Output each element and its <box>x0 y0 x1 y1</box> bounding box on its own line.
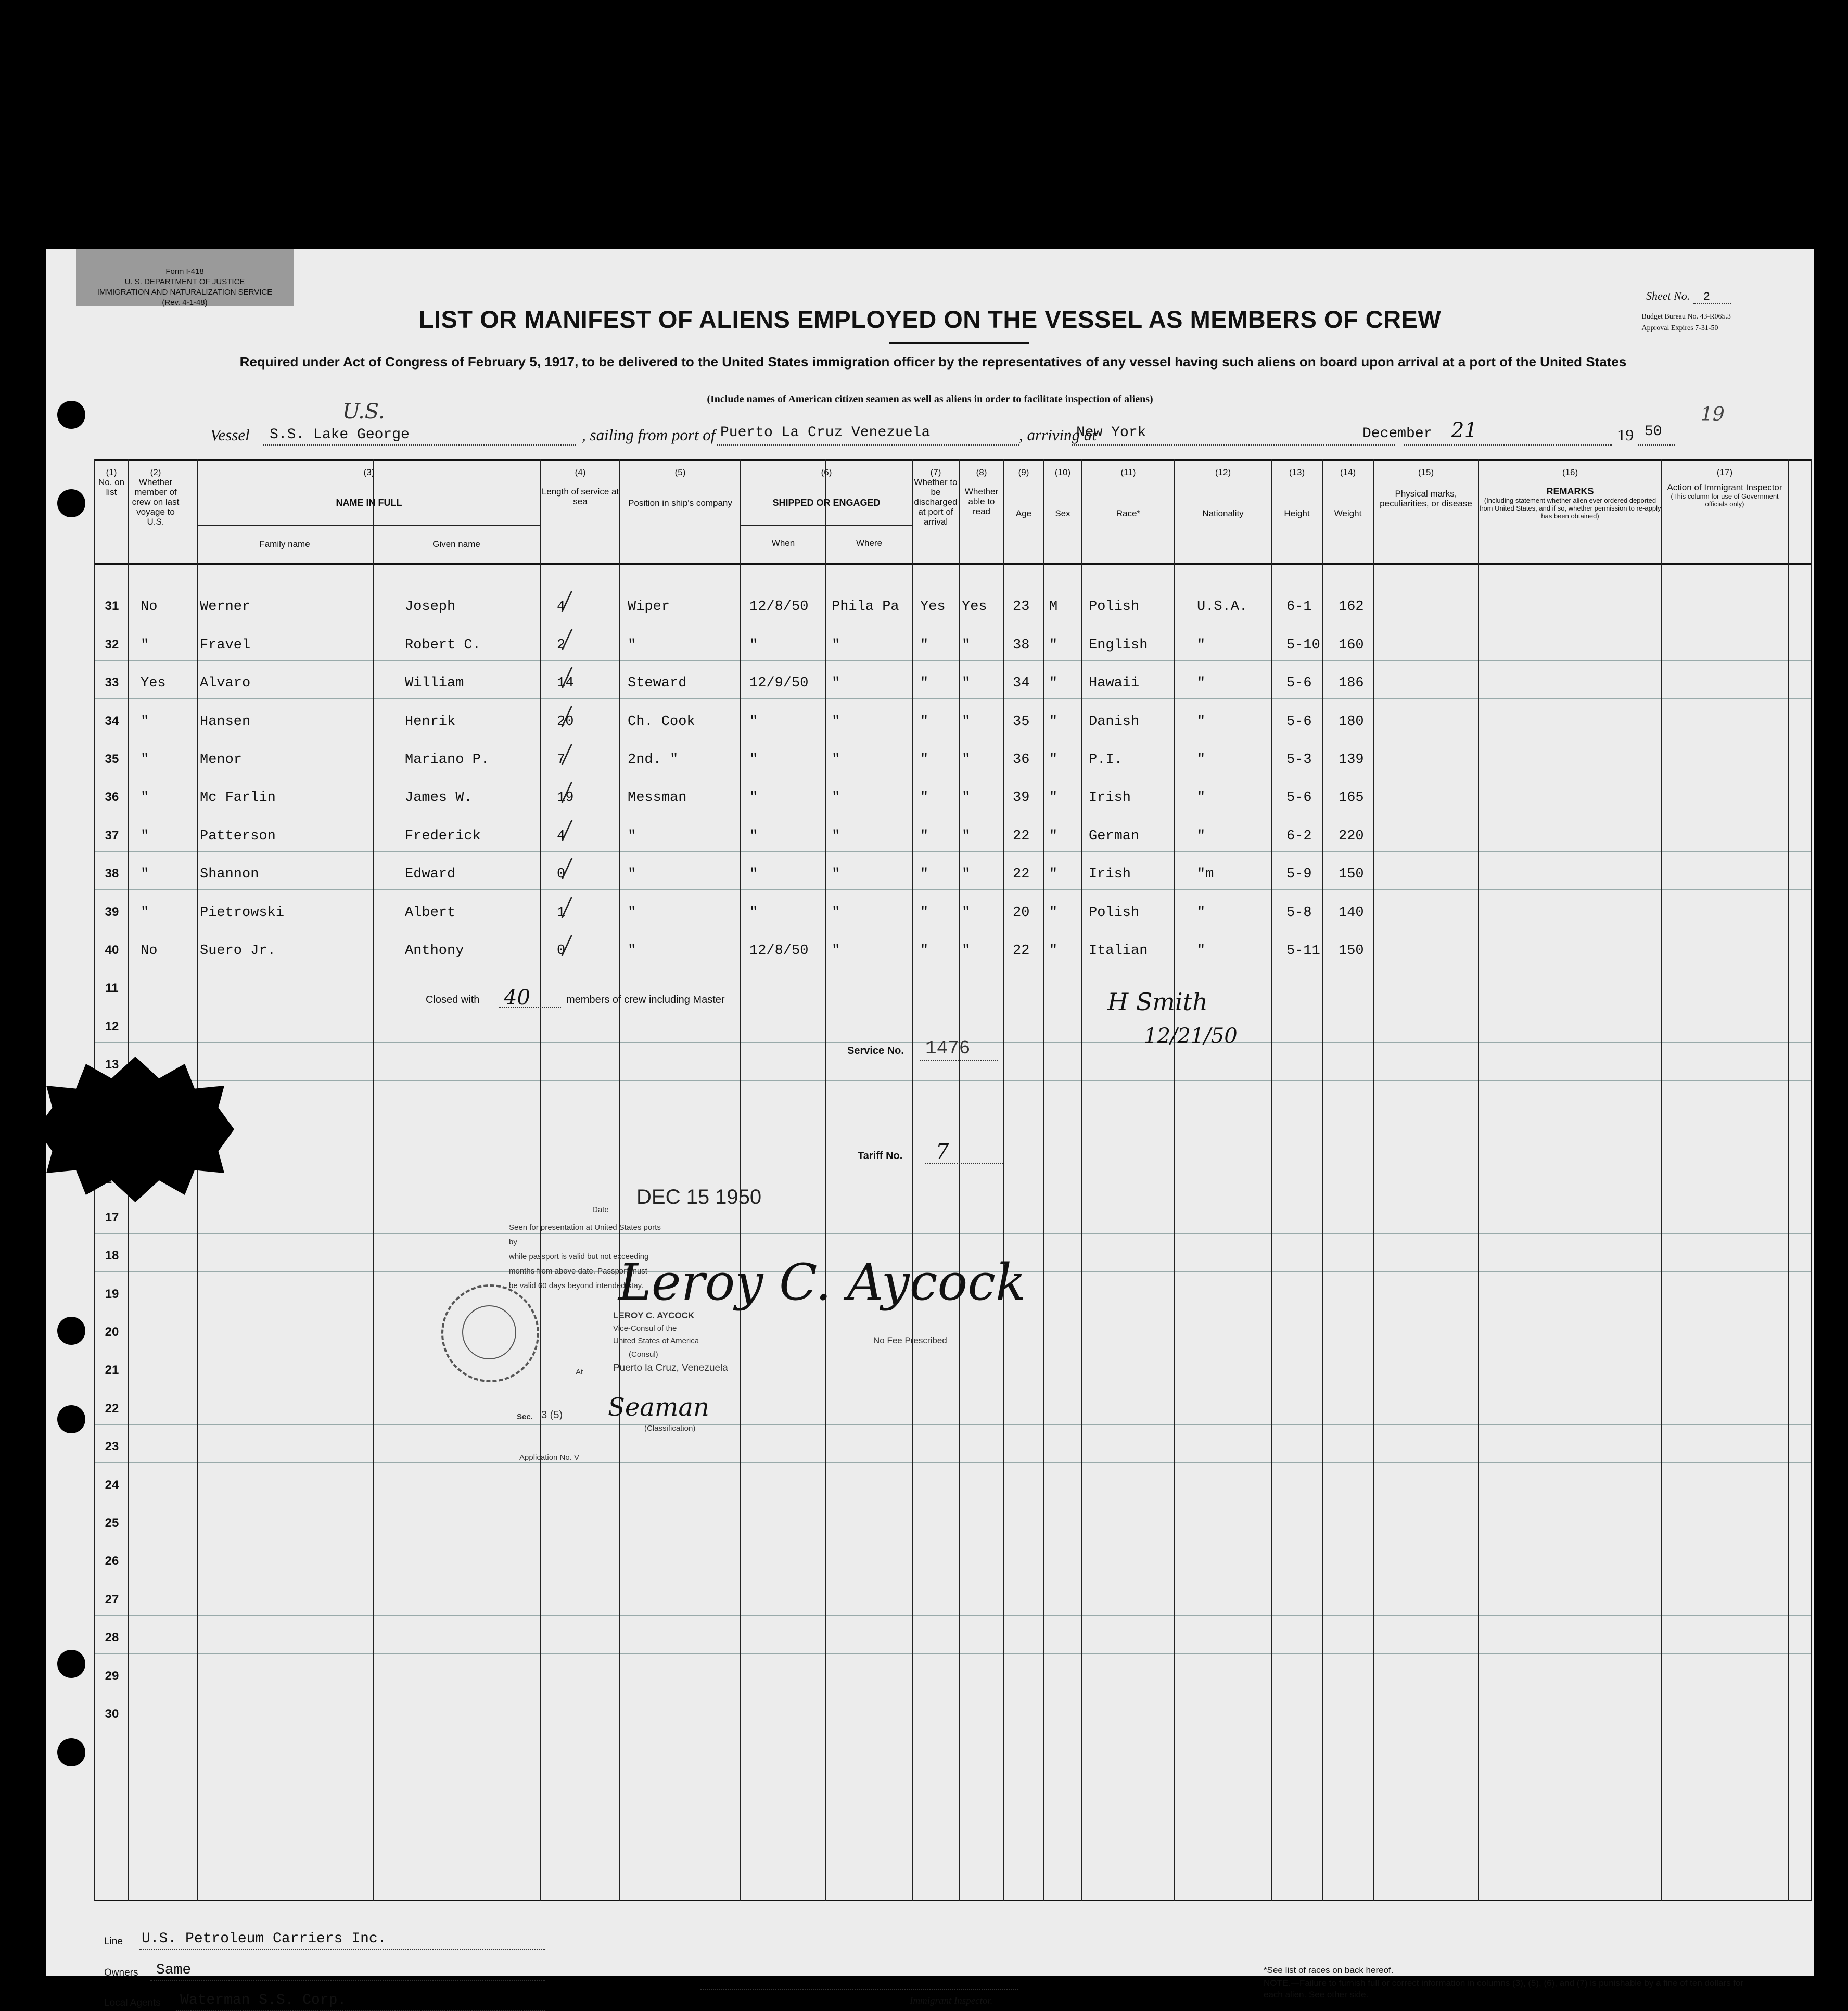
cell-no: 34 <box>105 714 119 728</box>
cell-age: 22 <box>1013 828 1030 844</box>
cell-where: " <box>832 637 840 653</box>
cell-last: " <box>141 752 149 768</box>
cell-last: Yes <box>141 676 166 692</box>
column-divider <box>540 459 541 1901</box>
ruled-line <box>94 1424 1811 1425</box>
column-divider <box>1661 459 1662 1901</box>
cell-last: " <box>141 637 149 653</box>
cell-height: 6-1 <box>1286 599 1312 615</box>
cell-sex: M <box>1049 599 1058 615</box>
vessel-name: S.S. Lake George <box>270 427 410 443</box>
cell-sex: " <box>1049 752 1058 768</box>
cell-no: 40 <box>105 943 119 957</box>
cell-given: Edward <box>405 867 456 883</box>
cell-no: 31 <box>105 599 119 614</box>
cell-last: No <box>141 943 158 959</box>
ruled-line <box>94 660 1811 661</box>
cell-service: 0 <box>557 943 566 959</box>
cell-read: " <box>962 676 971 692</box>
cell-weight: 165 <box>1339 790 1364 806</box>
cell-given: James W. <box>405 790 473 806</box>
classification-signature: Seaman <box>608 1393 709 1422</box>
sheet-number: Sheet No. 2 <box>1646 289 1731 303</box>
ruled-line <box>94 851 1811 852</box>
cell-weight: 162 <box>1339 599 1364 615</box>
cell-given: William <box>405 676 464 692</box>
cell-given: Frederick <box>405 828 481 844</box>
cell-family: Patterson <box>200 828 276 844</box>
ruled-line <box>94 889 1811 890</box>
cell-when: 12/9/50 <box>749 676 809 692</box>
col-last-voyage-header: (2) Whether member of crew on last voyage to U.S. <box>132 467 180 527</box>
cell-last: No <box>141 599 158 615</box>
ruled-line <box>94 1233 1811 1234</box>
cell-service: 7 <box>557 752 566 768</box>
cell-nationality: " <box>1197 943 1206 959</box>
subtitle: Required under Act of Congress of February 5, 1917, to be delivered to the United States immigration officer by the representatives of any vessel having such aliens on board upon arrival at a port of the United States <box>239 354 1627 370</box>
empty-row-number: 12 <box>105 1019 119 1034</box>
cell-position: Steward <box>628 676 687 692</box>
cell-no: 37 <box>105 828 119 843</box>
budget-info: Budget Bureau No. 43-R065.3 Approval Expires 7-31-50 <box>1641 313 1731 332</box>
column-divider <box>825 459 826 1901</box>
col-read-header: (8) Whether able to read <box>964 467 999 516</box>
cell-no: 32 <box>105 637 119 652</box>
col-no-header: (1) No. on list <box>98 467 125 497</box>
cell-when: " <box>749 790 758 806</box>
races-note: *See list of races on back hereof. <box>1264 1965 1394 1975</box>
cell-family: Menor <box>200 752 243 768</box>
cell-where: " <box>832 714 840 730</box>
cell-sex: " <box>1049 943 1058 959</box>
cell-when: " <box>749 752 758 768</box>
cell-nationality: " <box>1197 637 1206 653</box>
empty-row-number: 19 <box>105 1287 119 1301</box>
inspector-initials: H Smith <box>1107 988 1208 1016</box>
column-divider <box>619 459 620 1901</box>
cell-race: Danish <box>1089 714 1140 730</box>
cell-given: Anthony <box>405 943 464 959</box>
cell-where: " <box>832 943 840 959</box>
cell-read: Yes <box>962 599 987 615</box>
include-note: (Include names of American citizen seamen as well as aliens in order to facilitate inspection of aliens) <box>707 393 1153 405</box>
cell-position: " <box>628 943 636 959</box>
cell-when: " <box>749 637 758 653</box>
cell-weight: 180 <box>1339 714 1364 730</box>
empty-row-number: 25 <box>105 1516 119 1530</box>
cell-no: 36 <box>105 790 119 805</box>
page-title: LIST OR MANIFEST OF ALIENS EMPLOYED ON THE VESSEL AS MEMBERS OF CREW <box>418 306 1442 333</box>
cell-height: 5-3 <box>1286 752 1312 768</box>
empty-row-number: 18 <box>105 1249 119 1263</box>
punch-hole <box>57 401 85 429</box>
cell-weight: 150 <box>1339 867 1364 883</box>
cell-family: Alvaro <box>200 676 251 692</box>
ruled-line <box>94 1615 1811 1616</box>
cell-position: " <box>628 637 636 653</box>
cell-read: " <box>962 828 971 844</box>
cell-where: " <box>832 752 840 768</box>
cell-given: Mariano P. <box>405 752 490 768</box>
col-where-header: Where <box>856 538 883 548</box>
empty-row-number: 11 <box>105 981 119 996</box>
col-sex-header: (10) Sex <box>1054 467 1071 518</box>
year-suffix: 50 <box>1645 424 1662 440</box>
cell-last: " <box>141 905 149 921</box>
cell-position: Messman <box>628 790 687 806</box>
cell-discharged: " <box>920 790 929 806</box>
title-underline <box>889 342 1029 344</box>
cell-weight: 140 <box>1339 905 1364 921</box>
arriving-label: , arriving at <box>1019 426 1097 444</box>
margin-number: 19 <box>1701 404 1725 425</box>
column-divider <box>912 459 913 1901</box>
cell-last: " <box>141 790 149 806</box>
cell-sex: " <box>1049 828 1058 844</box>
agents-value: Waterman S.S. Corp. <box>180 1992 347 2008</box>
cell-age: 34 <box>1013 676 1030 692</box>
cell-weight: 186 <box>1339 676 1364 692</box>
sailing-label: , sailing from port of <box>582 426 716 444</box>
cell-service: 14 <box>557 676 574 692</box>
fee-note: No Fee Prescribed <box>873 1335 947 1345</box>
cell-nationality: "m <box>1197 867 1214 883</box>
punch-hole <box>57 1738 85 1766</box>
col-service-header: (4) Length of service at sea <box>541 467 619 506</box>
cell-age: 39 <box>1013 790 1030 806</box>
cell-nationality: " <box>1197 828 1206 844</box>
column-divider <box>959 459 960 1901</box>
arrival-day: 21 <box>1451 418 1477 442</box>
cell-sex: " <box>1049 637 1058 653</box>
cell-family: Hansen <box>200 714 251 730</box>
owners-label: Owners <box>104 1967 138 1978</box>
cell-sex: " <box>1049 714 1058 730</box>
cell-position: Ch. Cook <box>628 714 695 730</box>
cell-nationality: " <box>1197 676 1206 692</box>
ruled-line <box>94 698 1811 699</box>
cell-discharged: " <box>920 752 929 768</box>
column-divider <box>197 459 198 1901</box>
punch-hole <box>57 1650 85 1678</box>
cell-sex: " <box>1049 676 1058 692</box>
cell-race: German <box>1089 828 1140 844</box>
col-given-name-header: Given name <box>432 539 480 549</box>
cell-when: 12/8/50 <box>749 599 809 615</box>
cell-read: " <box>962 943 971 959</box>
cell-when: " <box>749 714 758 730</box>
cell-position: " <box>628 905 636 921</box>
cell-family: Mc Farlin <box>200 790 276 806</box>
empty-row-number: 24 <box>105 1478 119 1492</box>
cell-service: 20 <box>557 714 574 730</box>
cell-service: 1 <box>557 905 566 921</box>
line-label: Line <box>104 1936 123 1947</box>
column-divider <box>1788 459 1789 1901</box>
cell-nationality: " <box>1197 905 1206 921</box>
cell-age: 23 <box>1013 599 1030 615</box>
cell-height: 5-9 <box>1286 867 1312 883</box>
cell-age: 36 <box>1013 752 1030 768</box>
cell-race: Irish <box>1089 790 1131 806</box>
service-no: 1476 <box>925 1038 971 1059</box>
cell-nationality: " <box>1197 714 1206 730</box>
cell-position: 2nd. " <box>628 752 679 768</box>
cell-discharged: " <box>920 905 929 921</box>
empty-row-number: 28 <box>105 1631 119 1645</box>
col-race-header: (11) Race* <box>1116 467 1141 518</box>
cell-where: " <box>832 905 840 921</box>
empty-row-number: 23 <box>105 1440 119 1454</box>
cell-sex: " <box>1049 790 1058 806</box>
cell-height: 5-6 <box>1286 676 1312 692</box>
cell-age: 22 <box>1013 867 1030 883</box>
empty-row-number: 29 <box>105 1669 119 1683</box>
cell-last: " <box>141 867 149 883</box>
col-when-header: When <box>771 538 795 548</box>
cell-family: Pietrowski <box>200 905 285 921</box>
empty-row-number: 26 <box>105 1554 119 1569</box>
cell-race: Polish <box>1089 905 1140 921</box>
cell-race: Italian <box>1089 943 1148 959</box>
col-remarks-header: (16) REMARKS (Including statement whether alien ever ordered deported from United States, and if so, whether permission to re-apply has been obtained) <box>1479 467 1661 520</box>
cell-race: P.I. <box>1089 752 1123 768</box>
members-label: members of crew including Master <box>566 994 725 1006</box>
col-height-header: (13) Height <box>1284 467 1310 518</box>
cell-read: " <box>962 905 971 921</box>
cell-when: " <box>749 867 758 883</box>
penalty-note: NOTE.—Failure to furnish full or correct information in columns (3), (5), (6), and (7) is punishable by a fine of ten dollars for each alien. See other side. <box>1264 1978 1744 2000</box>
cell-nationality: " <box>1197 790 1206 806</box>
cell-read: " <box>962 637 971 653</box>
cell-read: " <box>962 790 971 806</box>
cell-read: " <box>962 752 971 768</box>
col-position-header: (5) Position in ship's company <box>628 467 732 508</box>
tariff-no: 7 <box>936 1140 949 1164</box>
ruled-line <box>94 1653 1811 1654</box>
closed-with-label: Closed with <box>426 994 480 1006</box>
cell-family: Shannon <box>200 867 259 883</box>
cell-service: 19 <box>557 790 574 806</box>
empty-row-number: 22 <box>105 1401 119 1416</box>
arrival-month: December <box>1362 426 1433 442</box>
column-divider <box>1003 459 1004 1901</box>
cell-family: Suero Jr. <box>200 943 276 959</box>
stamp-date: DEC 15 1950 <box>636 1186 762 1208</box>
service-no-label: Service No. <box>847 1045 904 1057</box>
cell-service: 0 <box>557 867 566 883</box>
cell-no: 33 <box>105 676 119 690</box>
empty-row-number: 17 <box>105 1210 119 1225</box>
cell-when: " <box>749 828 758 844</box>
tariff-no-label: Tariff No. <box>858 1150 903 1162</box>
cell-discharged: " <box>920 828 929 844</box>
cell-race: Irish <box>1089 867 1131 883</box>
immigrant-inspector-label: Immigrant Inspector. <box>910 1995 993 2006</box>
cell-height: 5-10 <box>1286 637 1320 653</box>
cell-read: " <box>962 714 971 730</box>
cell-no: 39 <box>105 905 119 919</box>
cell-race: English <box>1089 637 1148 653</box>
cell-last: " <box>141 828 149 844</box>
cell-when: 12/8/50 <box>749 943 809 959</box>
cell-height: 5-11 <box>1286 943 1320 959</box>
cell-last: " <box>141 714 149 730</box>
col-physical-marks-header: (15) Physical marks, peculiarities, or disease <box>1380 467 1472 508</box>
empty-row-number: 27 <box>105 1592 119 1607</box>
sailing-from: Puerto La Cruz Venezuela <box>720 425 931 441</box>
cell-height: 6-2 <box>1286 828 1312 844</box>
cell-no: 38 <box>105 867 119 881</box>
col-family-name-header: Family name <box>259 539 310 549</box>
col-age-header: (9) Age <box>1015 467 1032 518</box>
column-divider <box>740 459 741 1901</box>
owners-value: Same <box>156 1962 192 1978</box>
vessel-annotation: U.S. <box>342 400 385 424</box>
cell-discharged: Yes <box>920 599 946 615</box>
cell-discharged: " <box>920 867 929 883</box>
cell-given: Albert <box>405 905 456 921</box>
line-value: U.S. Petroleum Carriers Inc. <box>142 1931 387 1947</box>
col-shipped-header: (6) SHIPPED OR ENGAGED <box>772 467 881 508</box>
punch-hole <box>57 1317 85 1345</box>
col-weight-header: (14) Weight <box>1334 467 1362 518</box>
ruled-line <box>94 1080 1811 1081</box>
cell-discharged: " <box>920 676 929 692</box>
cell-race: Hawaii <box>1089 676 1140 692</box>
eagle-seal-icon <box>462 1305 516 1359</box>
empty-row-number: 20 <box>105 1325 119 1339</box>
cell-sex: " <box>1049 867 1058 883</box>
empty-row-number: 21 <box>105 1363 119 1378</box>
cell-position: " <box>628 867 636 883</box>
cell-family: Werner <box>200 599 251 615</box>
ruled-line <box>94 1462 1811 1463</box>
vessel-label: Vessel <box>210 426 250 444</box>
cell-nationality: " <box>1197 752 1206 768</box>
cell-given: Henrik <box>405 714 456 730</box>
cell-discharged: " <box>920 637 929 653</box>
arriving-at: New York <box>1076 425 1146 441</box>
consul-signature: Leroy C. Aycock <box>618 1253 1026 1312</box>
cell-where: " <box>832 790 840 806</box>
cell-height: 5-6 <box>1286 714 1312 730</box>
cell-where: Phila Pa <box>832 599 899 615</box>
inspector-date: 12/21/50 <box>1144 1024 1238 1048</box>
empty-row-number: 13 <box>105 1058 119 1072</box>
form-label: Form I-418 U. S. DEPARTMENT OF JUSTICE IMMIGRATION AND NATURALIZATION SERVICE (Rev. 4-1-48) <box>76 249 294 306</box>
cell-service: 2 <box>557 637 566 653</box>
col-discharged-header: (7) Whether to be discharged at port of arrival <box>914 467 958 527</box>
cell-discharged: " <box>920 943 929 959</box>
column-divider <box>1271 459 1272 1901</box>
cell-height: 5-8 <box>1286 905 1312 921</box>
col-nationality-header: (12) Nationality <box>1202 467 1244 518</box>
cell-weight: 160 <box>1339 637 1364 653</box>
cell-no: 35 <box>105 752 119 766</box>
agents-label: Local Agents <box>104 1997 161 2008</box>
year-prefix: 19 <box>1617 426 1634 444</box>
cell-given: Joseph <box>405 599 456 615</box>
cell-height: 5-6 <box>1286 790 1312 806</box>
cell-service: 4 <box>557 828 566 844</box>
column-divider <box>1322 459 1323 1901</box>
column-divider <box>1174 459 1175 1901</box>
crew-count: 40 <box>504 986 530 1010</box>
cell-nationality: U.S.A. <box>1197 599 1248 615</box>
cell-position: Wiper <box>628 599 670 615</box>
punch-hole <box>57 489 85 517</box>
cell-service: 4 <box>557 599 566 615</box>
cell-weight: 220 <box>1339 828 1364 844</box>
column-divider <box>1478 459 1479 1901</box>
col-name-header: (3) NAME IN FULL <box>336 467 402 508</box>
column-divider <box>1081 459 1082 1901</box>
empty-row-number: 30 <box>105 1707 119 1721</box>
cell-where: " <box>832 828 840 844</box>
cell-sex: " <box>1049 905 1058 921</box>
column-divider <box>1811 459 1812 1901</box>
cell-age: 20 <box>1013 905 1030 921</box>
punch-hole <box>57 1405 85 1433</box>
manifest-sheet: Form I-418 U. S. DEPARTMENT OF JUSTICE IMMIGRATION AND NATURALIZATION SERVICE (Rev. 4-1-48) LIST OR MANIFEST OF ALIENS EMPLOYED ON THE VESSEL AS MEMBERS OF CREW Sheet No. 2 Budget Bureau No. 43-R065.3 Approval Expires 7-31-50 19 Required under Act of Congress of February 5, 1917, to be delivered to the United States immigration officer by the representatives of any vessel having such aliens on board upon arrival at a port of the United States (Include names of American citizen seamen as well as aliens in order to facilitate inspection of aliens) U.S. Vessel S.S. Lake George , sailing from port of Puerto La Cruz Venezuela , arriving at New York December 21 19 50 (1) No. on list (2) Whether member of crew on last voyage to U.S. (3) NAME IN FULL Family name Given name (4) Length of service at sea (5) Position in ship's company (6) SHIPPED OR ENGAGED When Where (7) Whether to be discharged at port of arrival (8) Whether able to read (9) Age (10) Sex (11) Race* (12) Nationality (13) Height (14) Weight (15) Physical marks, peculiarities, or disease (16) REMARKS (Including statement whether alien ever ordered deported from United States, and if so, whether permission to re-apply has been obtained) (17) Action of Immigrant Inspector (This column for use of Government officials only) 31 No Werner Joseph 4 Wiper 12/8/50 Phila Pa Yes Yes 23 M Polish U.S.A. 6-1 162 32 " Fravel Robert C. 2 " " " " " 38 " English " 5-10 160 33 Yes Alvaro William 14 Steward 12/9/50 " " " 34 " Hawaii " 5-6 186 34 " Hansen Henrik 20 Ch. Cook " " " " 35 " Danish " 5-6 180 35 " Menor Mariano P. 7 2nd. " " " " " 36 " P.I. " 5-3 139 36 " Mc Farlin James W. 19 Messman " " " " 39 " Irish " 5-6 165 37 " Patterson Frederick 4 " " " " " 22 " German " 6-2 220 38 " Shannon Edward 0 " " " " " 22 " Irish "m 5-9 150 39 " Pietrowski Albert 1 " " " " " 20 " Polish " 5-8 140 40 No Suero Jr. Anthony 0 " 12/8/50 " " " 22 " Italian " 5-11 150 11 12 13 17 18 19 20 21 22 23 24 25 26 27 28 29 30 Closed with 40 members of crew including Master H Smith 12/21/50 Service No. 1476 Tariff No. 7 Date DEC 15 1950 Seen for presentation at United States ports by while passport is valid but not exceeding months from above date. Passport must be valid 60 days beyond intended stay. Leroy C. Aycock LEROY C. AYCOCK Vice-Consul of the United States of America (Consul) At Puerto la Cruz, Venezuela Sec. 3 (5) Seaman (Classification) Application No. V No Fee Prescribed Line U.S. Petroleum Carriers Inc. Owners Same Local Agents Waterman S.S. Corp. Immigrant Inspector. *See list of races on back hereof. NOTE.—Failure to furnish full or correct information in columns (3), (5), (6), and (7) is punishable by a fine of ten dollars for each alien. See other side. <box>46 249 1814 1976</box>
cell-age: 22 <box>1013 943 1030 959</box>
cell-read: " <box>962 867 971 883</box>
cell-discharged: " <box>920 714 929 730</box>
cell-race: Polish <box>1089 599 1140 615</box>
cell-age: 35 <box>1013 714 1030 730</box>
cell-weight: 139 <box>1339 752 1364 768</box>
cell-given: Robert C. <box>405 637 481 653</box>
cell-age: 38 <box>1013 637 1030 653</box>
cell-weight: 150 <box>1339 943 1364 959</box>
column-divider <box>1043 459 1044 1901</box>
column-divider <box>1373 459 1374 1901</box>
cell-position: " <box>628 828 636 844</box>
cell-where: " <box>832 867 840 883</box>
cell-when: " <box>749 905 758 921</box>
cell-family: Fravel <box>200 637 251 653</box>
column-divider <box>373 459 374 1901</box>
cell-where: " <box>832 676 840 692</box>
col-inspector-action-header: (17) Action of Immigrant Inspector (This column for use of Government officials only) <box>1667 467 1782 508</box>
